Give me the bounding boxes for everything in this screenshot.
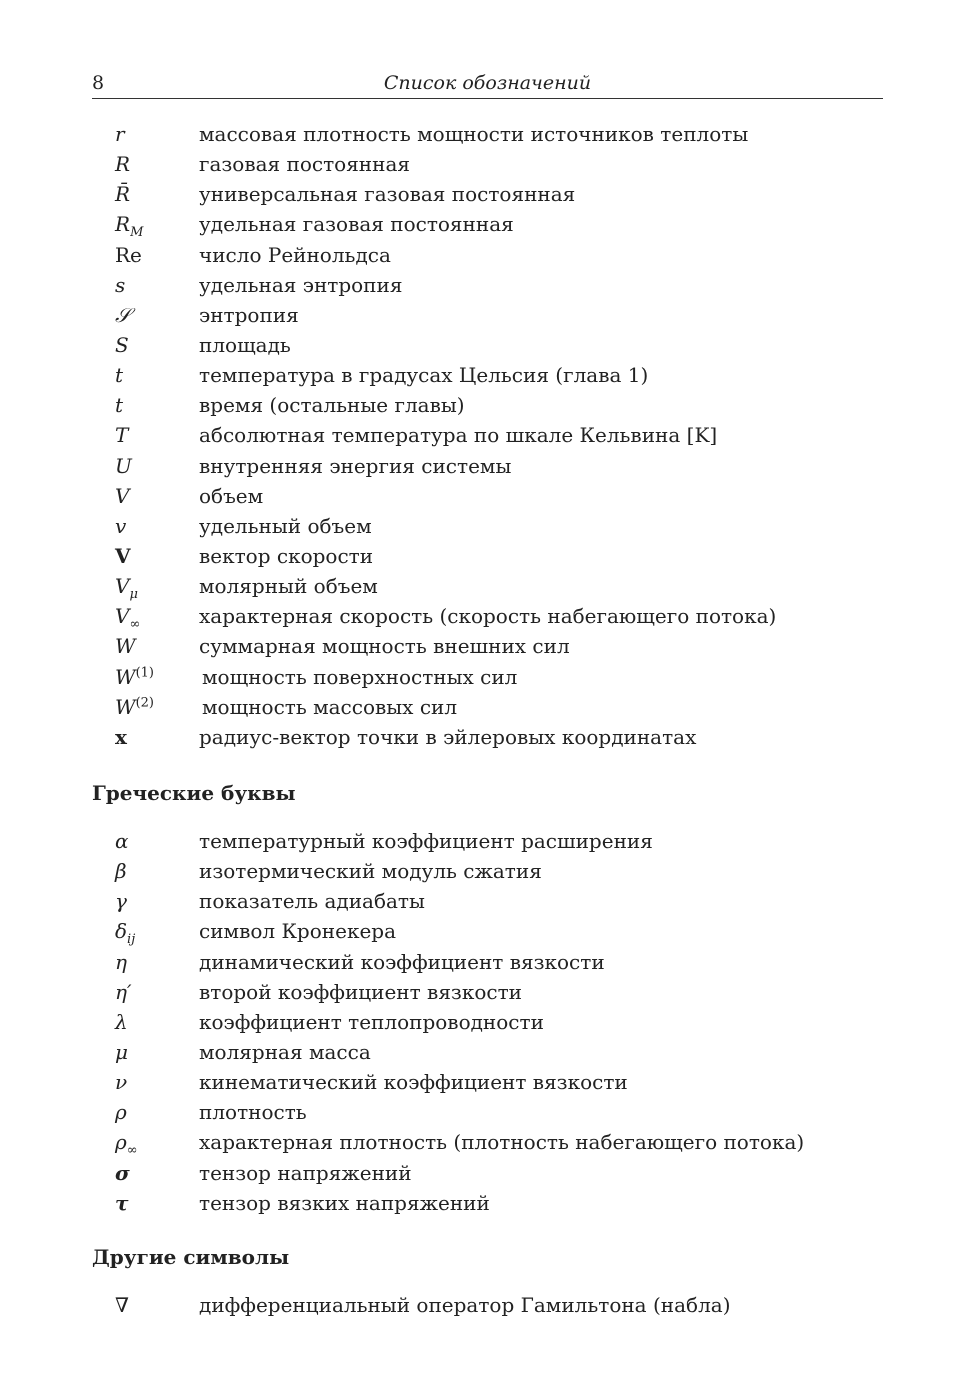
symbol-description: символ Кронекера	[199, 919, 397, 944]
symbol: v	[115, 513, 127, 538]
page-number: 8	[92, 72, 105, 94]
symbol: r	[115, 122, 125, 146]
symbol-subscript: ∞	[126, 1143, 138, 1159]
symbol-description: площадь	[199, 332, 291, 357]
symbol-row	[115, 1188, 875, 1218]
symbol-row	[115, 1158, 875, 1188]
symbol: V	[115, 483, 130, 508]
symbol: t	[115, 393, 124, 418]
symbol-description: дифференциальный оператор Гамильтона (набла)	[199, 1293, 731, 1317]
symbol-description: плотность	[199, 1100, 307, 1125]
symbol: U	[115, 453, 132, 478]
symbol-row	[115, 916, 875, 946]
nabla-symbol: ∇	[115, 1293, 129, 1317]
symbol-row	[115, 1007, 875, 1037]
symbol-subscript: ij	[127, 932, 136, 948]
symbol-subscript: ∞	[129, 617, 141, 633]
symbol-description: коэффициент теплопроводности	[199, 1009, 544, 1034]
symbol-row	[115, 300, 875, 330]
symbol: $V_\infty$	[115, 604, 141, 633]
symbol-row	[115, 481, 875, 511]
symbol-row	[115, 662, 875, 692]
symbol-description: удельный объем	[199, 513, 372, 538]
other-symbol-list	[115, 1290, 875, 1320]
symbol-description: показатель адиабаты	[199, 889, 425, 914]
symbol-description: радиус-вектор точки в эйлеровых координатах	[199, 724, 697, 749]
symbol-row	[115, 179, 875, 209]
symbol-description: абсолютная температура по шкале Кельвина [K]	[199, 423, 718, 448]
symbol: R	[115, 152, 131, 177]
symbol-row	[115, 209, 875, 239]
symbol: s	[115, 272, 126, 297]
symbol: λ	[115, 1009, 128, 1034]
symbol-row	[115, 390, 875, 420]
symbol-row	[115, 270, 875, 300]
symbol-row	[115, 360, 875, 390]
symbol-row	[115, 722, 875, 752]
symbol-description: тензор напряжений	[199, 1160, 412, 1185]
symbol-row	[115, 571, 875, 601]
symbol-description: температурный коэффициент расширения	[199, 829, 653, 853]
symbol: β	[115, 859, 127, 884]
symbol-row	[115, 1127, 875, 1157]
symbol-superscript: (2)	[135, 695, 154, 711]
symbol: $W^{(2)}$	[115, 694, 154, 719]
symbol: $R_M$	[115, 212, 144, 241]
symbol-description: характерная плотность (плотность набегающего потока)	[199, 1130, 805, 1155]
symbol-row	[115, 826, 875, 856]
symbol-row	[115, 631, 875, 661]
symbol-description: время (остальные главы)	[199, 393, 465, 418]
symbol-description: объем	[199, 483, 264, 508]
symbol-description: вектор скорости	[199, 543, 374, 568]
symbol-description: молярный объем	[199, 574, 378, 599]
symbol-description: характерная скорость (скорость набегающего потока)	[199, 604, 777, 629]
symbol: 𝒮	[115, 302, 131, 327]
symbol-description: массовая плотность мощности источников теплоты	[199, 122, 749, 146]
symbol: τ	[115, 1190, 129, 1215]
symbol-description: тензор вязких напряжений	[199, 1190, 490, 1215]
symbol: S	[115, 332, 129, 357]
symbol: W	[115, 634, 136, 659]
symbol-row	[115, 977, 875, 1007]
symbol-description: кинематический коэффициент вязкости	[199, 1070, 628, 1095]
symbol-description: число Рейнольдса	[199, 242, 391, 267]
symbol-description: внутренняя энергия системы	[199, 453, 512, 478]
symbol: $W^{(1)}$	[115, 664, 154, 689]
symbol-description: суммарная мощность внешних сил	[199, 634, 570, 659]
symbol-description: второй коэффициент вязкости	[199, 979, 522, 1004]
running-header	[92, 68, 883, 99]
symbol-row	[115, 330, 875, 360]
symbol-description: мощность массовых сил	[202, 694, 458, 719]
greek-symbol-list	[115, 826, 875, 1218]
symbol-row	[115, 451, 875, 481]
symbol-description: динамический коэффициент вязкости	[199, 949, 605, 974]
running-title: Список обозначений	[383, 72, 592, 94]
symbol-row	[115, 886, 875, 916]
symbol-row	[115, 240, 875, 270]
symbol: η	[115, 949, 127, 974]
symbol-description: удельная энтропия	[199, 272, 403, 297]
greek-section-title: Греческие буквы	[92, 781, 296, 805]
symbol: μ	[115, 1039, 128, 1064]
symbol: η′	[115, 979, 132, 1004]
symbol-superscript: (1)	[135, 664, 154, 680]
symbol-subscript: M	[130, 225, 144, 241]
symbol: t	[115, 363, 124, 388]
symbol-subscript: μ	[129, 587, 138, 603]
symbol-row	[115, 1097, 875, 1127]
symbol-row	[115, 1037, 875, 1067]
symbol-description: изотермический модуль сжатия	[199, 859, 542, 884]
symbol: R̄	[115, 182, 131, 207]
symbol: T	[115, 423, 129, 448]
symbol: γ	[115, 889, 127, 914]
symbol-description: мощность поверхностных сил	[202, 664, 518, 689]
symbol-row	[115, 541, 875, 571]
symbol-description: молярная масса	[199, 1039, 371, 1064]
symbol-description: универсальная газовая постоянная	[199, 182, 576, 207]
symbol-row	[115, 420, 875, 450]
symbol-description: удельная газовая постоянная	[199, 212, 514, 237]
symbol: $V_\mu$	[115, 574, 138, 603]
symbol-row	[115, 119, 875, 149]
symbol: σ	[115, 1160, 130, 1185]
symbol-row	[115, 511, 875, 541]
symbol: V	[115, 543, 131, 568]
symbol: ν	[115, 1070, 128, 1095]
symbol-description: газовая постоянная	[199, 152, 411, 177]
symbol-row	[115, 1067, 875, 1097]
latin-symbol-list	[115, 119, 875, 752]
symbol: ρ	[115, 1100, 127, 1125]
symbol-row	[115, 601, 875, 631]
symbol: α	[115, 829, 129, 853]
symbol-row	[115, 856, 875, 886]
symbol-row	[115, 1290, 875, 1320]
symbol-row	[115, 947, 875, 977]
symbol-description: энтропия	[199, 302, 299, 327]
symbol: $\delta_{ij}$	[115, 919, 136, 948]
symbol-row	[115, 149, 875, 179]
symbol-row	[115, 692, 875, 722]
symbol: $\rho_\infty$	[115, 1130, 138, 1159]
symbol-description: температура в градусах Цельсия (глава 1)	[199, 363, 649, 388]
other-section-title: Другие символы	[92, 1245, 290, 1269]
symbol: x	[115, 724, 127, 749]
symbol: Re	[115, 242, 142, 267]
